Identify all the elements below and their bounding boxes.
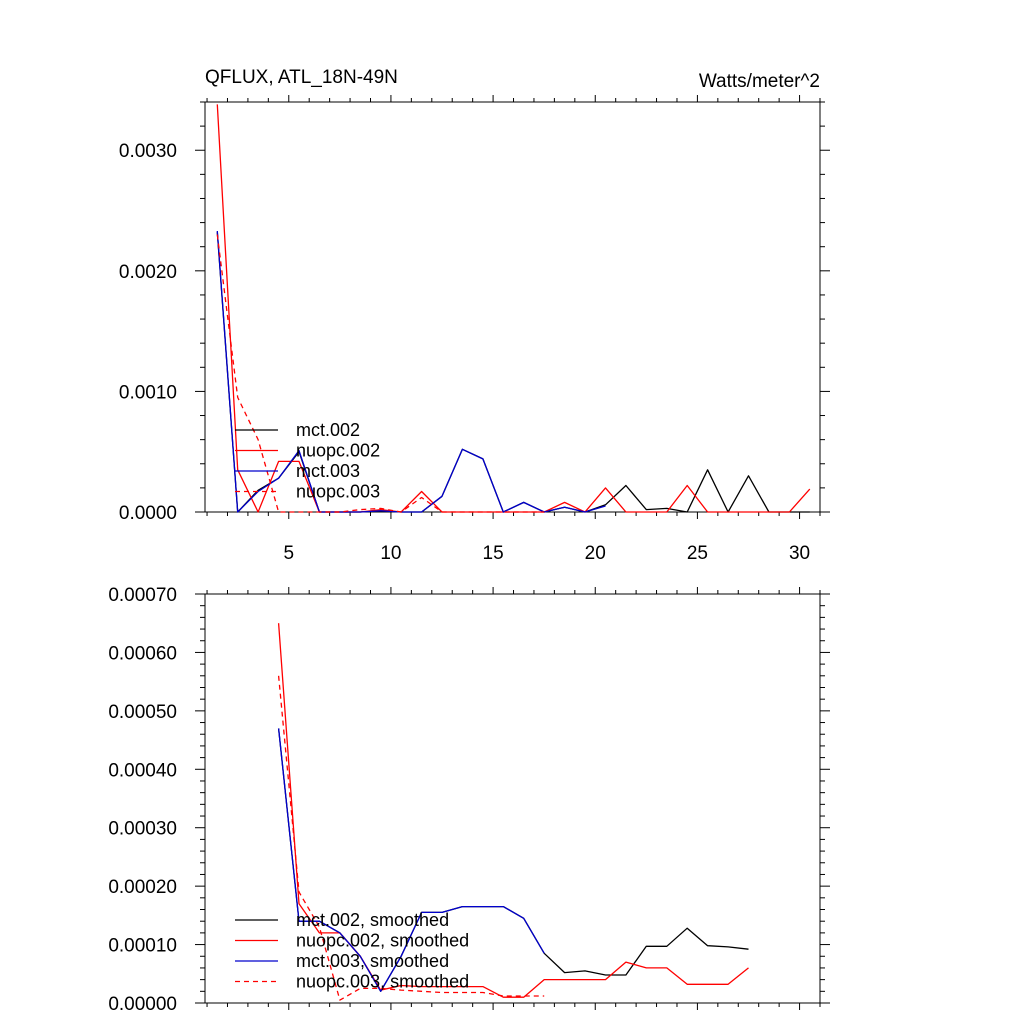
y-tick-label: 0.00030 [108, 818, 177, 840]
y-tick-label: 0.0010 [118, 382, 177, 404]
top-plot [119, 67, 830, 564]
x-tick-label: 30 [788, 543, 811, 564]
y-tick-label: 0.00060 [108, 643, 177, 665]
x-tick-label: 10 [380, 543, 402, 564]
x-tick-label: 5 [283, 543, 295, 564]
y-tick-label: 0.0000 [118, 503, 177, 524]
y-tick-label: 0.00000 [108, 994, 177, 1015]
bottom-plot [108, 585, 830, 1015]
y-tick-label: 0.0030 [118, 141, 177, 163]
units-label: Watts/meter^2 [698, 71, 820, 92]
x-tick-label: 25 [686, 543, 708, 564]
y-tick-label: 0.00070 [108, 585, 177, 606]
legend-label: mct.003, smoothed [296, 951, 450, 971]
y-tick-label: 0.00040 [108, 760, 177, 782]
x-tick-label: 20 [584, 543, 606, 564]
legend-label: mct.003 [296, 461, 361, 481]
y-tick-label: 0.00020 [108, 877, 177, 899]
chart-title: QFLUX, ATL_18N-49N [205, 67, 398, 88]
y-tick-label: 0.00050 [108, 701, 177, 723]
y-tick-label: 0.00010 [108, 935, 177, 957]
y-tick-label: 0.0020 [118, 261, 177, 283]
legend-label: mct.002 [296, 420, 361, 440]
legend-label: mct.002, smoothed [296, 910, 450, 930]
legend-label: nuopc.003 [296, 481, 381, 502]
legend-label: nuopc.003, smoothed [296, 971, 470, 992]
legend-label: nuopc.002, smoothed [296, 930, 470, 951]
legend-label: nuopc.002 [296, 440, 381, 461]
x-tick-label: 15 [482, 543, 504, 564]
